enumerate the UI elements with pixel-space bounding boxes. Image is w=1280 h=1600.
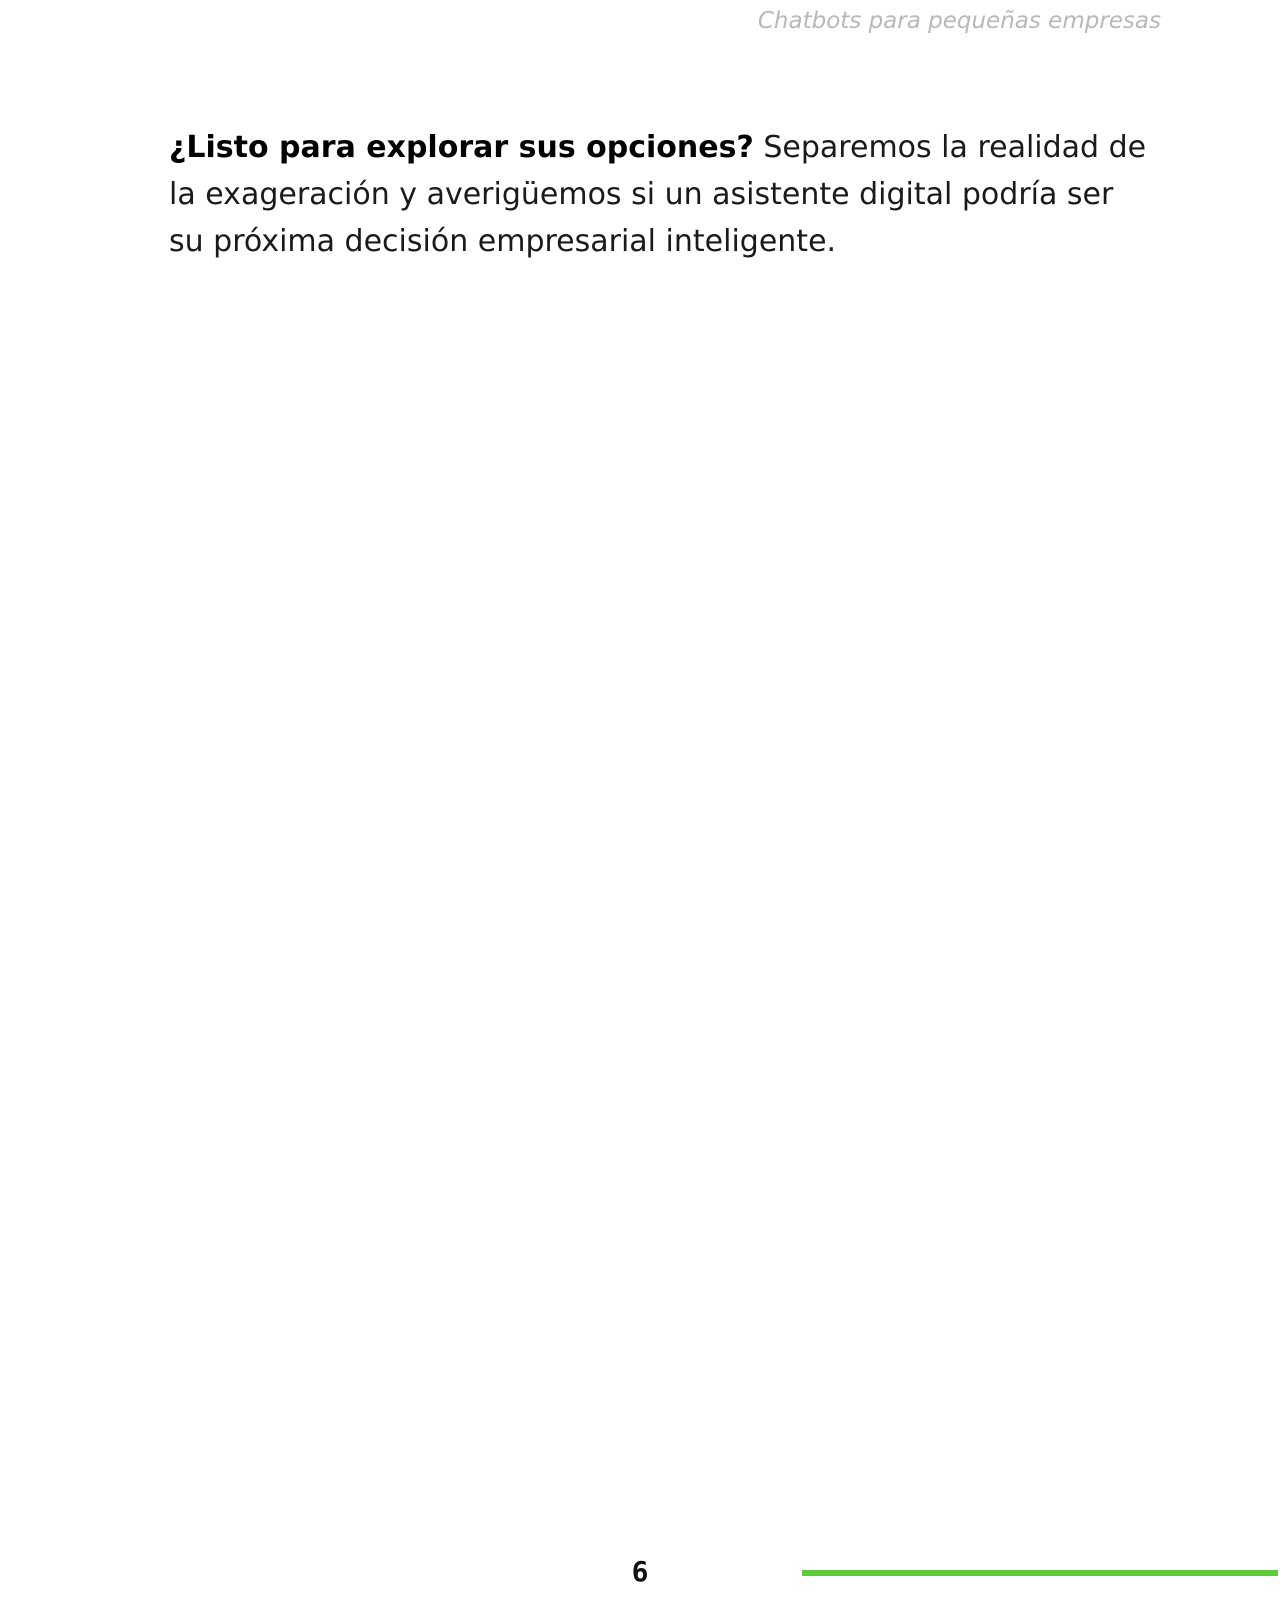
page-number: 6 — [631, 1555, 649, 1588]
footer-accent-rule — [802, 1570, 1278, 1576]
page-footer — [0, 1548, 1280, 1588]
body-paragraph — [169, 124, 1149, 265]
paragraph-lead-question: ¿Listo para explorar sus opciones? — [169, 130, 754, 165]
paragraph-line-2: la exageración y averigüemos si un asistente digital podría ser — [169, 177, 1114, 212]
paragraph-line-1: Separemos la realidad de — [753, 130, 1147, 165]
running-header-title: Chatbots para pequeñas empresas — [757, 8, 1161, 34]
paragraph-line-3: su próxima decisión empresarial inteligente. — [169, 224, 837, 259]
